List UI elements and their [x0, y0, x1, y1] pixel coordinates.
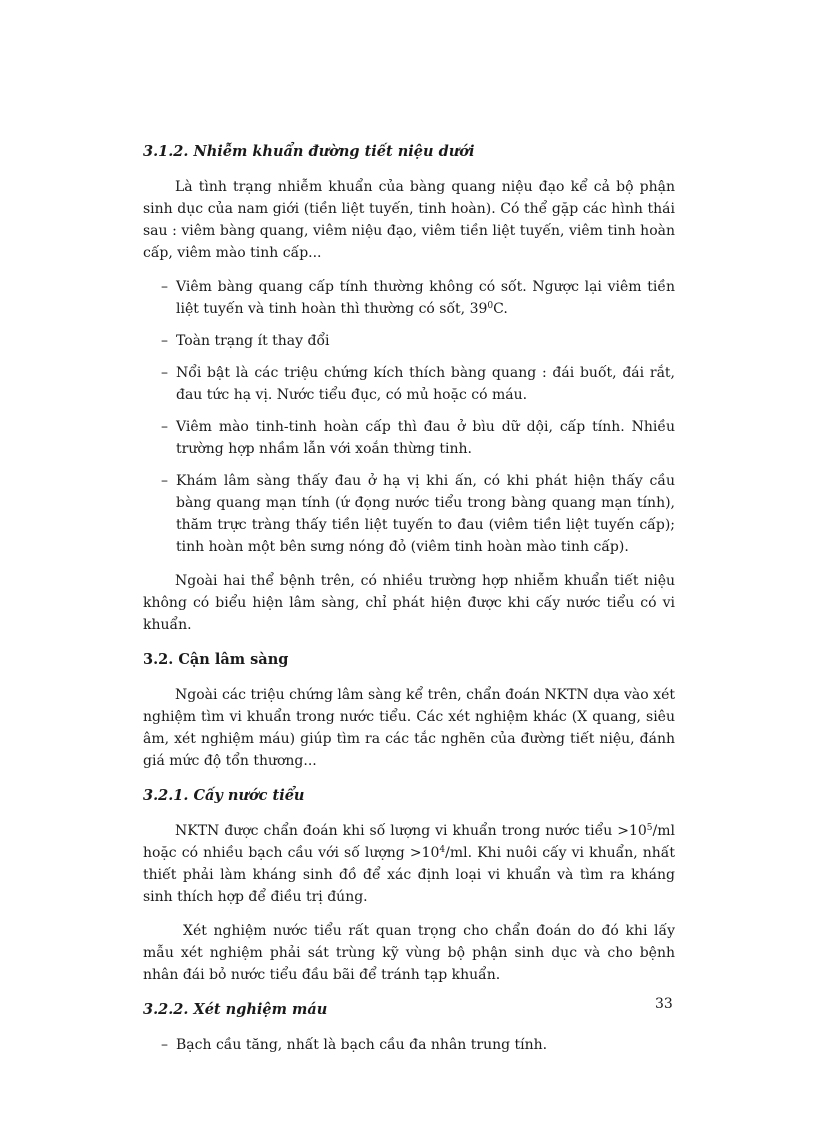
page-content [143, 140, 675, 1068]
list-item: – Khám lâm sàng thấy đau ở hạ vị khi ấn, có khi phát hiện thấy cầu bàng quang mạn tính (ứ đọng nước tiểu trong bàng quang mạn tính), thăm trực tràng thấy tiền liệt tuyến to đau (viêm tiền liệt tuyến cấp); tinh hoàn một bên sưng nóng đỏ (viêm tinh hoàn mào tinh cấp). [143, 470, 675, 558]
list-item-text: C. [493, 301, 508, 317]
superscript: 4 [439, 845, 446, 855]
heading-3-2: 3.2. Cận lâm sàng [143, 651, 289, 668]
superscript: 0 [487, 301, 494, 311]
page-number: 33 [655, 996, 673, 1012]
text-run: /ml. Khi nuôi cấy vi khuẩn, nhất thiết phải làm kháng sinh đồ để xác định loại vi khuẩn và tìm ra kháng sinh thích hợp để điều trị đúng. [143, 845, 675, 905]
paragraph-paraclinical: Ngoài các triệu chứng lâm sàng kể trên, chẩn đoán NKTN dựa vào xét nghiệm tìm vi khuẩn trong nước tiểu. Các xét nghiệm khác (X quang, siêu âm, xét nghiệm máu) giúp tìm ra các tắc nghẽn của đường tiết niệu, đánh giá mức độ tổn thương... [143, 687, 675, 769]
superscript: 5 [646, 823, 653, 833]
heading-3-1-2: 3.1.2. Nhiễm khuẩn đường tiết niệu dưới [143, 143, 475, 160]
paragraph-urine-sampling: Xét nghiệm nước tiểu rất quan trọng cho chẩn đoán do đó khi lấy mẫu xét nghiệm phải sát trùng kỹ vùng bộ phận sinh dục và cho bệnh nhân đái bỏ nước tiểu đầu bãi để tránh tạp khuẩn. [143, 923, 675, 983]
list-item: – Nổi bật là các triệu chứng kích thích bàng quang : đái buốt, đái rắt, đau tức hạ vị. Nước tiểu đục, có mủ hoặc có máu. [143, 362, 675, 406]
list-item-text: Viêm bàng quang cấp tính thường không có sốt. Ngược lại viêm tiền liệt tuyến và tinh hoàn thì thường có sốt, 39 [176, 279, 675, 317]
list-item [143, 276, 675, 320]
list-item: – Bạch cầu tăng, nhất là bạch cầu đa nhân trung tính. [143, 1034, 675, 1056]
paragraph-urine-culture [143, 820, 675, 908]
paragraph-closing: Ngoài hai thể bệnh trên, có nhiều trường hợp nhiễm khuẩn tiết niệu không có biểu hiện lâm sàng, chỉ phát hiện được khi cấy nước tiểu có vi khuẩn. [143, 573, 675, 633]
list-item: – Toàn trạng ít thay đổi [143, 330, 675, 352]
text-run: NKTN được chẩn đoán khi số lượng vi khuẩn trong nước tiểu >10 [175, 823, 647, 839]
blood-test-list [143, 1034, 675, 1056]
text-run: /ml hoặc có nhiều bạch cầu với số lượng >10 [143, 823, 675, 861]
heading-3-2-1: 3.2.1. Cấy nước tiểu [143, 787, 305, 804]
paragraph-intro: Là tình trạng nhiễm khuẩn của bàng quang niệu đạo kể cả bộ phận sinh dục của nam giới (tiền liệt tuyến, tinh hoàn). Có thể gặp các hình thái sau : viêm bàng quang, viêm niệu đạo, viêm tiền liệt tuyến, viêm tinh hoàn cấp, viêm mào tinh cấp... [143, 179, 675, 261]
symptom-list [143, 276, 675, 558]
heading-3-2-2: 3.2.2. Xét nghiệm máu [143, 1001, 328, 1018]
list-item: – Viêm mào tinh-tinh hoàn cấp thì đau ở bìu dữ dội, cấp tính. Nhiều trường hợp nhầm lẫn với xoắn thừng tinh. [143, 416, 675, 460]
